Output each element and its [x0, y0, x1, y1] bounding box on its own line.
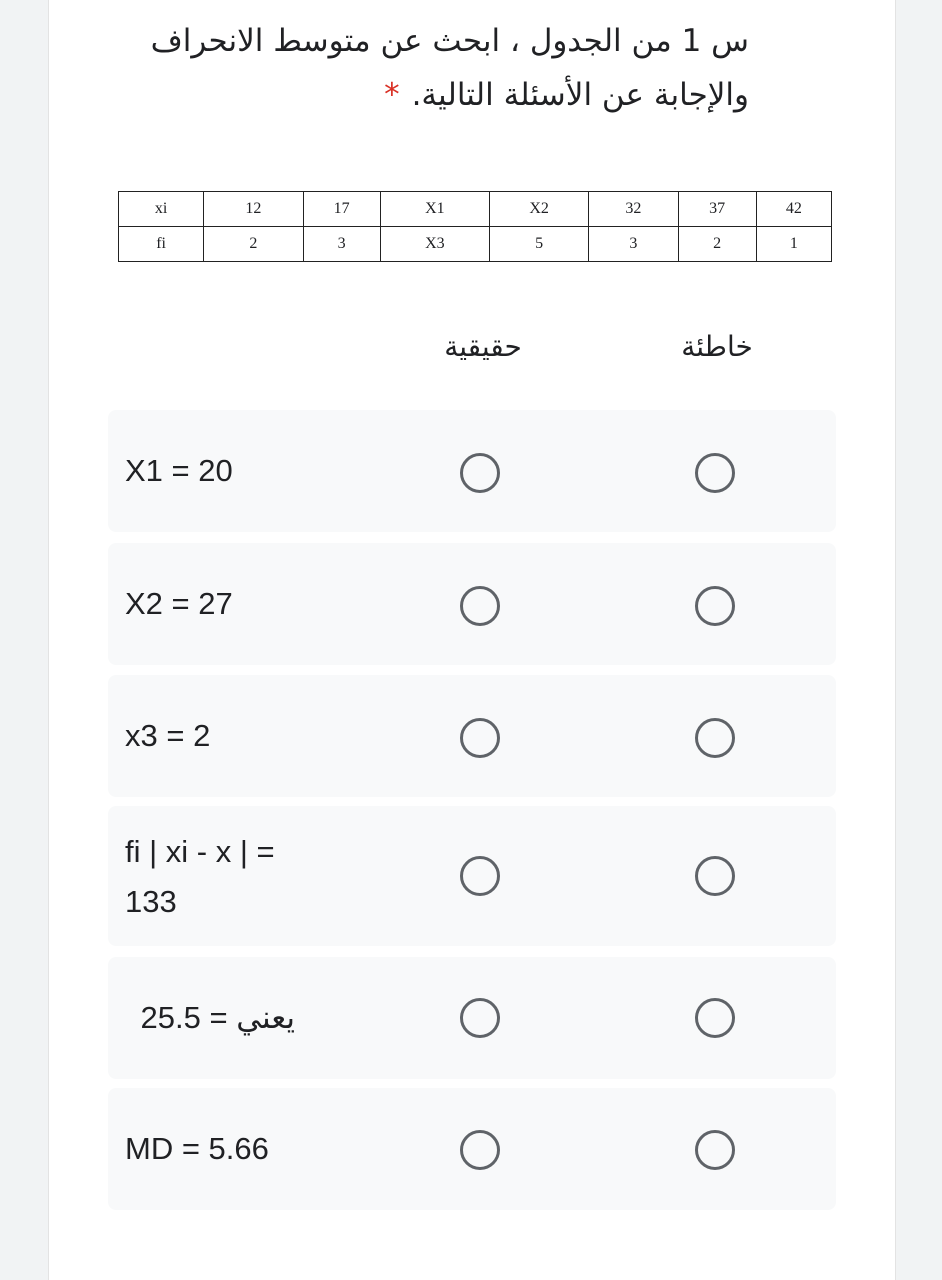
grid-row-6 — [108, 1088, 836, 1210]
radio-false[interactable] — [695, 856, 735, 896]
row-label: يعني = 25.5 — [140, 1000, 295, 1035]
question-card — [48, 0, 896, 1280]
radio-false[interactable] — [695, 586, 735, 626]
table-cell: xi — [119, 192, 204, 227]
table-cell: 12 — [204, 192, 303, 227]
table-cell: X2 — [490, 192, 589, 227]
row-label: fi | xi - x | = 133 — [125, 834, 275, 919]
grid-row-3 — [108, 675, 836, 797]
table-cell: 2 — [204, 227, 303, 262]
table-cell: 2 — [678, 227, 756, 262]
row-label: MD = 5.66 — [125, 1131, 269, 1166]
radio-false[interactable] — [695, 453, 735, 493]
radio-false[interactable] — [695, 998, 735, 1038]
question-title — [109, 14, 749, 122]
table-cell: 42 — [756, 192, 831, 227]
table-cell: X1 — [380, 192, 489, 227]
radio-true[interactable] — [460, 998, 500, 1038]
radio-false[interactable] — [695, 718, 735, 758]
table-cell: 3 — [589, 227, 678, 262]
grid-row-1 — [108, 410, 836, 532]
table-cell: fi — [119, 227, 204, 262]
grid-row-2 — [108, 543, 836, 665]
table-cell: 32 — [589, 192, 678, 227]
row-label: X2 = 27 — [125, 586, 233, 621]
radio-true[interactable] — [460, 586, 500, 626]
table-cell: X3 — [380, 227, 489, 262]
table-cell: 17 — [303, 192, 380, 227]
table-cell: 5 — [490, 227, 589, 262]
grid-row-5 — [108, 957, 836, 1079]
radio-true[interactable] — [460, 1130, 500, 1170]
radio-true[interactable] — [460, 718, 500, 758]
frequency-table — [118, 191, 832, 262]
column-header-false: خاطئة — [681, 330, 753, 363]
table-row-fi — [119, 227, 832, 262]
radio-false[interactable] — [695, 1130, 735, 1170]
row-label: x3 = 2 — [125, 718, 211, 753]
table-cell: 1 — [756, 227, 831, 262]
grid-column-headers — [49, 330, 895, 374]
table-cell: 37 — [678, 192, 756, 227]
table-cell: 3 — [303, 227, 380, 262]
table-row-xi — [119, 192, 832, 227]
required-asterisk: * — [384, 77, 400, 113]
radio-true[interactable] — [460, 856, 500, 896]
radio-true[interactable] — [460, 453, 500, 493]
grid-row-4 — [108, 806, 836, 946]
row-label: X1 = 20 — [125, 453, 233, 488]
question-text: س 1 من الجدول ، ابحث عن متوسط الانحراف والإجابة عن الأسئلة التالية. — [150, 23, 749, 113]
column-header-true: حقيقية — [444, 330, 522, 363]
